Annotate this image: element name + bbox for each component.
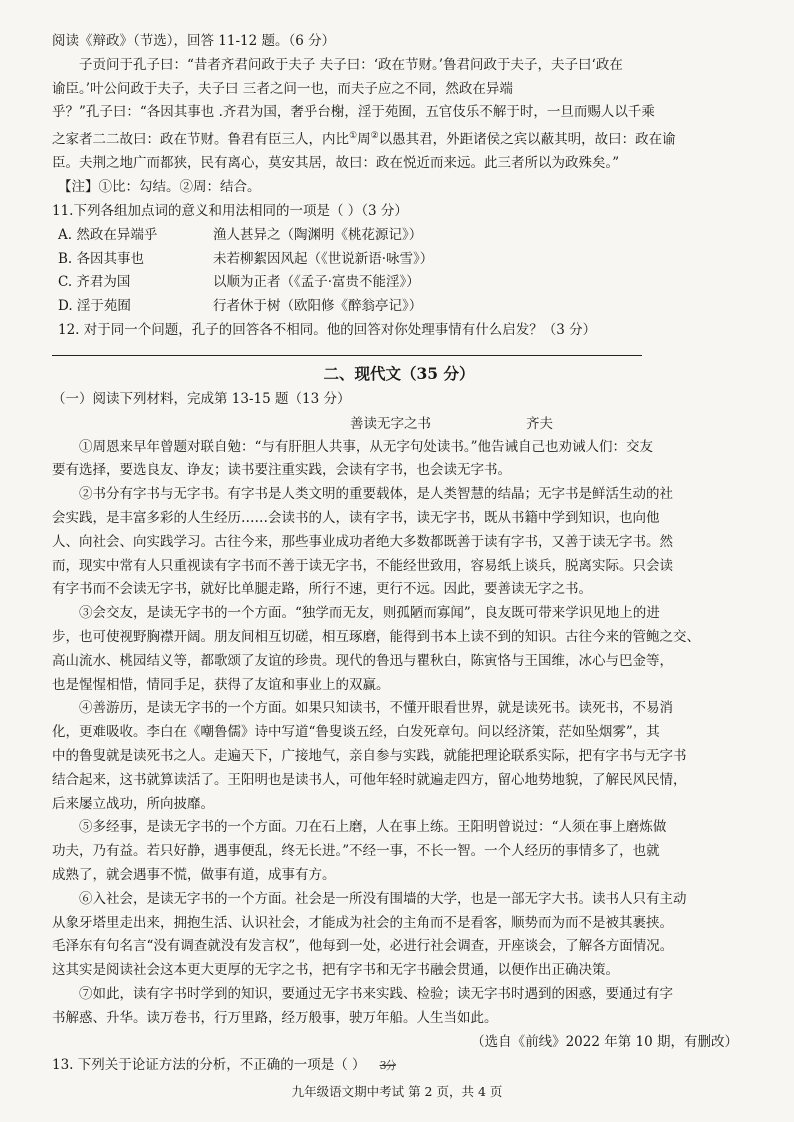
paragraph-line: 毛泽东有句名言“没有调查就没有发言权”，他每到一处，必进行社会调查，开座谈会，了解各方面情况。 xyxy=(52,938,674,955)
article-body xyxy=(52,436,746,1031)
passage-line: 谕臣。’叶公问政于夫子，夫子曰 三者之问一也，而夫子应之不同，然政在异端 xyxy=(52,80,513,97)
paragraph-line: ⑥入社会，是读无字书的一个方面。社会是一所没有围墙的大学，也是一部无字大书。读书人只有主动 xyxy=(79,890,687,907)
section-divider xyxy=(52,355,642,356)
section-title: 二、现代文（35 分） xyxy=(323,363,475,383)
paragraph-line: 步，也可使视野胸襟开阔。朋友间相互切磋，相互琢磨，能得到书本上读不到的知识。古往今来的管鲍之交、 xyxy=(52,629,700,646)
paragraph-line: 功夫，乃有益。若只好静，遇事便乱，终无长进。”不经一事，不长一智。一个人经历的事情多了，也就 xyxy=(52,843,660,860)
option-b: B. 各因其事也 未若柳絮因风起（《世说新语·咏雪》） xyxy=(58,250,434,267)
paragraph-line: 这其实是阅读社会这本更大更厚的无字之书，把有字书和无字书融会贯通，以便作出正确决策。 xyxy=(52,962,619,979)
question-13: 13. 下列关于论证方法的分析，不正确的一项是（ ） 3分 xyxy=(52,1054,746,1078)
annotation-note: 【注】①比：勾结。②周：结合。 xyxy=(58,179,261,196)
reading-intro: 阅读《辩政》（节选），回答 11-12 题。（6 分） xyxy=(52,33,336,49)
paragraph-line: 高山流水、桃园结义等，都歌颂了友谊的珍贵。现代的鲁迅与瞿秋白，陈寅恪与王国维，冰心与巴金等， xyxy=(52,652,673,669)
passage-line: 子贡问于孔子曰：“昔者齐君问政于夫子 夫子曰：‘政在节财。’鲁君问政于夫子，夫子曰‘政在 xyxy=(79,56,623,73)
passage-line: 之家者二二故曰：政在节财。鲁君有臣三人，内比①周②以愚其君，外距诸侯之宾以蔽其明，故曰：政在谕 xyxy=(52,131,676,148)
subsection-intro: （一）阅读下列材料，完成第 13-15 题（13 分） xyxy=(52,390,351,407)
passage-line: 臣。夫荆之地广而都狭，民有离心，莫安其居，故曰：政在悦近而来远。此三者所以为政殊矣。” xyxy=(52,155,620,172)
option-d: D. 淫于苑囿 行者休于树（欧阳修《醉翁亭记》） xyxy=(58,298,423,315)
footnote-mark: ② xyxy=(370,131,379,142)
paragraph-line: ②书分有字书与无字书。有字书是人类文明的重要载体，是人类智慧的结晶；无字书是鲜活生动的社 xyxy=(79,486,673,503)
classical-passage xyxy=(52,54,746,176)
paragraph-line: 中的鲁叟就是读死书之人。走遍天下，广接地气，亲自参与实践，就能把理论联系实际，把有字书与无字书 xyxy=(52,748,687,765)
paragraph-line: 有字书而不会读无字书，就好比单腿走路，所行不速，更行不远。因此，要善读无字之书。 xyxy=(52,581,592,598)
option-a: A. 然政在异端乎 渔人甚异之（陶渊明《桃花源记》） xyxy=(58,226,423,243)
paragraph-line: 化，更难吸收。李白在《嘲鲁儒》诗中写道“鲁叟谈五经，白发死章句。问以经济策，茫如坠烟雾”，其 xyxy=(52,724,660,741)
question-11: 11.下列各组加点词的意义和用法相同的一项是（ ）（3 分） xyxy=(52,203,408,220)
option-c: C. 齐君为国 以顺为正者（《孟子·富贵不能淫》） xyxy=(58,274,420,291)
paragraph-line: ③会交友，是读无字书的一个方面。“独学而无友，则孤陋而寡闻”，良友既可带来学识见地上的进 xyxy=(79,605,660,622)
paragraph-line: 后来屡立战功，所向披靡。 xyxy=(52,795,214,812)
paragraph-line: ⑦如此，读有字书时学到的知识，要通过无字书来实践、检验；读无字书时遇到的困惑，要通过有字 xyxy=(79,985,673,1002)
handwritten-mark: 3分 xyxy=(379,1059,396,1073)
exam-page xyxy=(52,30,746,1078)
paragraph-line: 要有选择，要选良友、诤友；读书要注重实践，会读有字书，也会读无字书。 xyxy=(52,462,511,479)
paragraph-line: 成熟了，就会遇事不慌，做事有道，成事有方。 xyxy=(52,867,336,883)
article-title: 善读无字之书 xyxy=(350,415,431,432)
question-11-options xyxy=(52,224,746,319)
footnote-mark: ① xyxy=(349,131,358,142)
paragraph-line: 从象牙塔里走出来，拥抱生活、认识社会，才能成为社会的主角而不是看客，顺势而为而不是被其裹挟。 xyxy=(52,914,673,931)
passage-line: 乎？”孔子曰：“各因其事也 .齐君为国，奢乎台榭，淫于苑囿，五官伎乐不解于时，一旦而赐人以千乘 xyxy=(52,104,655,121)
article-author: 齐夫 xyxy=(526,415,553,432)
article-header xyxy=(52,412,746,436)
paragraph-line: 而，现实中常有人只重视读有字书而不善于读无字书，不能经世致用，容易纸上谈兵，脱离实际。只会读 xyxy=(52,557,673,574)
paragraph-line: 人、向社会、向实践学习。古往今来，那些事业成功者绝大多数都既善于读有字书，又善于读无字书。然 xyxy=(52,533,673,550)
paragraph-line: 也是惺惺相惜，情同手足，获得了友谊和事业上的双赢。 xyxy=(52,676,390,693)
source-citation: （选自《前线》2022 年第 10 期，有删改） xyxy=(471,1033,738,1050)
paragraph-line: ④善游历，是读无字书的一个方面。如果只知读书，不懂开眼看世界，就是读死书。读死书，不易消 xyxy=(79,700,673,717)
paragraph-line: 会实践，是丰富多彩的人生经历……会读书的人，读有字书，读无字书，既从书籍中学到知识，也向他 xyxy=(52,510,660,527)
page-footer: 九年级语文期中考试 第 2 页，共 4 页 xyxy=(291,1084,503,1099)
paragraph-line: 结合起来，这书就算读活了。王阳明也是读书人，可他年轻时就遍走四方，留心地势地貌，了解民风民情， xyxy=(52,771,687,788)
paragraph-line: ⑤多经事，是读无字书的一个方面。刀在石上磨，人在事上练。王阳明曾说过：“人须在事上磨炼做 xyxy=(79,819,667,836)
paragraph-line: ①周恩来早年曾题对联自勉：“与有肝胆人共事，从无字句处读书。”他告诫自己也劝诫人们：交友 xyxy=(79,438,654,455)
paragraph-line: 书解惑、升华。读万卷书，行万里路，经万般事，驶万年船。人生当如此。 xyxy=(52,1009,498,1026)
question-12: 12. 对于同一个问题，孔子的回答各不相同。他的回答对你处理事情有什么启发？（3 分） xyxy=(58,322,597,339)
